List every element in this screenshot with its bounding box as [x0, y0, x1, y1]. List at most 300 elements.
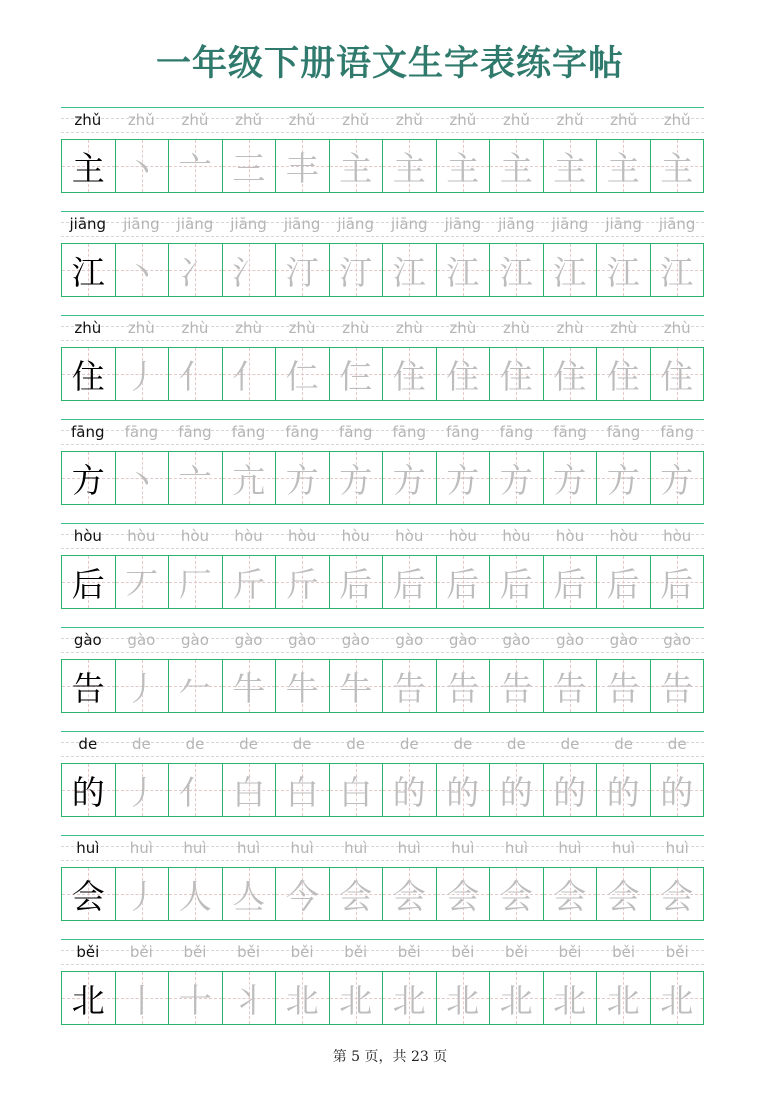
stroke-step: 江: [446, 252, 480, 292]
pinyin-trace: gào: [234, 631, 263, 649]
pinyin-trace: huì: [129, 839, 153, 857]
trace-cell: [116, 764, 170, 816]
pinyin-trace: zhǔ: [127, 111, 155, 129]
stroke-step: 后: [446, 564, 480, 604]
trace-cell: [490, 764, 544, 816]
model-character: 方: [71, 460, 105, 500]
pinyin-trace: hòu: [288, 527, 317, 545]
pinyin-trace: jiāng: [605, 215, 642, 233]
character-grid: [61, 243, 704, 297]
pinyin-guide-line: [61, 444, 704, 445]
model-character: 后: [71, 564, 105, 604]
trace-cell: [544, 764, 598, 816]
trace-cell: [544, 972, 598, 1024]
trace-cell: [223, 140, 277, 192]
trace-cell: [169, 348, 223, 400]
pinyin-trace: zhù: [449, 319, 477, 337]
stroke-step: 北: [499, 980, 533, 1020]
pinyin-trace: fāng: [660, 423, 694, 441]
trace-cell: [651, 452, 704, 504]
trace-cell: [276, 348, 330, 400]
trace-cell: [383, 660, 437, 712]
model-character-cell: [62, 764, 116, 816]
pinyin-trace: běi: [237, 943, 260, 961]
trace-cell: [383, 244, 437, 296]
pinyin-trace: hòu: [448, 527, 477, 545]
pinyin-trace: huì: [183, 839, 207, 857]
pinyin-trace: de: [239, 735, 258, 753]
stroke-step: 的: [499, 772, 533, 812]
stroke-step: 仁: [285, 356, 319, 396]
stroke-step: 仨: [339, 356, 373, 396]
trace-cell: [169, 244, 223, 296]
stroke-step: 主: [392, 148, 426, 188]
trace-cell: [169, 764, 223, 816]
stroke-step: 方: [392, 460, 426, 500]
pinyin-trace: gào: [609, 631, 638, 649]
character-row: [61, 627, 704, 715]
stroke-step: 江: [553, 252, 587, 292]
trace-cell: [490, 972, 544, 1024]
trace-cell: [437, 348, 491, 400]
stroke-step: 的: [553, 772, 587, 812]
stroke-step: 十: [178, 980, 212, 1020]
pinyin-label: fāng: [71, 423, 105, 441]
pinyin-label: de: [78, 735, 98, 753]
trace-cell: [490, 452, 544, 504]
trace-cell: [490, 348, 544, 400]
stroke-step: 三: [232, 148, 266, 188]
stroke-step: 丶: [125, 460, 159, 500]
pinyin-band: [61, 939, 704, 970]
pinyin-trace: zhǔ: [610, 111, 638, 129]
pinyin-trace: gào: [448, 631, 477, 649]
pinyin-trace: fāng: [499, 423, 534, 441]
stroke-step: 住: [392, 356, 426, 396]
trace-cell: [597, 348, 651, 400]
pinyin-trace: zhù: [288, 319, 316, 337]
pinyin-trace: zhǔ: [235, 111, 262, 129]
pinyin-trace: gào: [502, 631, 531, 649]
trace-cell: [276, 660, 330, 712]
pinyin-trace: gào: [556, 631, 584, 649]
character-grid: [61, 971, 704, 1025]
model-character: 北: [71, 980, 105, 1020]
trace-cell: [116, 556, 170, 608]
stroke-step: 江: [606, 252, 640, 292]
pinyin-trace: huì: [397, 839, 421, 857]
trace-cell: [169, 868, 223, 920]
pinyin-trace: fāng: [231, 423, 266, 441]
model-character: 的: [71, 772, 105, 812]
trace-cell: [276, 556, 330, 608]
pinyin-trace: gào: [127, 631, 156, 649]
character-row: [61, 107, 704, 195]
stroke-step: 白: [285, 772, 319, 812]
stroke-step: 北: [446, 980, 480, 1020]
trace-cell: [597, 556, 651, 608]
pinyin-trace: huì: [290, 839, 314, 857]
pinyin-trace: gào: [663, 631, 692, 649]
trace-cell: [169, 452, 223, 504]
model-character: 告: [71, 668, 105, 708]
pinyin-trace: gào: [288, 631, 317, 649]
pinyin-trace: fāng: [338, 423, 373, 441]
trace-cell: [116, 868, 170, 920]
page-footer: 第 5 页，共 23 页: [332, 1049, 448, 1065]
pinyin-trace: zhù: [610, 319, 638, 337]
pinyin-trace: huì: [236, 839, 261, 857]
stroke-step: 亼: [232, 876, 266, 916]
stroke-step: 后: [606, 564, 640, 604]
stroke-step: 方: [660, 460, 694, 500]
stroke-step: 会: [606, 876, 640, 916]
pinyin-trace: zhù: [395, 319, 423, 337]
trace-cell: [116, 348, 170, 400]
model-character-cell: [62, 660, 116, 712]
pinyin-label: zhù: [74, 319, 102, 337]
trace-cell: [437, 972, 491, 1024]
trace-cell: [651, 660, 704, 712]
character-row: [61, 211, 704, 299]
pinyin-trace: zhǔ: [449, 111, 477, 129]
model-character-cell: [62, 972, 116, 1024]
character-row: [61, 315, 704, 403]
pinyin-band: [61, 419, 704, 450]
stroke-step: 亻: [178, 356, 212, 396]
trace-cell: [276, 244, 330, 296]
character-grid: [61, 139, 704, 193]
stroke-step: 丿: [125, 668, 159, 708]
stroke-step: 白: [339, 772, 373, 812]
stroke-step: 告: [446, 668, 480, 708]
character-grid: [61, 451, 704, 505]
stroke-step: 会: [553, 876, 587, 916]
trace-cell: [651, 972, 704, 1024]
trace-cell: [116, 140, 170, 192]
model-character-cell: [62, 348, 116, 400]
pinyin-trace: hòu: [555, 527, 585, 545]
trace-cell: [383, 348, 437, 400]
trace-cell: [437, 556, 491, 608]
pinyin-trace: gào: [395, 631, 424, 649]
character-grid: [61, 347, 704, 401]
stroke-step: 亢: [232, 460, 266, 500]
stroke-step: 丶: [125, 148, 159, 188]
stroke-step: 会: [499, 876, 533, 916]
model-character-cell: [62, 244, 116, 296]
stroke-step: 主: [446, 148, 480, 188]
trace-cell: [437, 868, 491, 920]
pinyin-trace: hòu: [663, 527, 692, 545]
trace-cell: [383, 972, 437, 1024]
trace-cell: [223, 244, 277, 296]
trace-cell: [597, 764, 651, 816]
stroke-step: 主: [553, 148, 587, 188]
pinyin-trace: jiāng: [123, 215, 160, 233]
stroke-step: 主: [339, 148, 373, 188]
pinyin-trace: běi: [183, 943, 207, 961]
stroke-step: 亠: [178, 148, 212, 188]
stroke-step: 亠: [178, 460, 212, 500]
stroke-step: 白: [232, 772, 266, 812]
character-row: [61, 939, 704, 1027]
pinyin-trace: jiāng: [551, 215, 589, 233]
trace-cell: [597, 972, 651, 1024]
trace-cell: [490, 868, 544, 920]
pinyin-trace: běi: [129, 943, 153, 961]
pinyin-trace: de: [185, 735, 205, 753]
pinyin-guide-line: [61, 652, 704, 653]
trace-cell: [276, 764, 330, 816]
character-row: [61, 835, 704, 923]
pinyin-trace: jiāng: [230, 215, 267, 233]
trace-cell: [597, 868, 651, 920]
stroke-step: 丿: [125, 772, 159, 812]
character-row: [61, 523, 704, 611]
trace-cell: [490, 660, 544, 712]
pinyin-trace: zhǔ: [556, 111, 584, 129]
trace-cell: [169, 660, 223, 712]
stroke-step: 北: [606, 980, 640, 1020]
pinyin-trace: zhǔ: [342, 111, 370, 129]
stroke-step: 后: [392, 564, 426, 604]
pinyin-band: [61, 731, 704, 762]
stroke-step: 方: [553, 460, 587, 500]
pinyin-label: zhǔ: [74, 111, 102, 129]
pinyin-trace: de: [667, 735, 687, 753]
trace-cell: [544, 140, 598, 192]
trace-cell: [330, 972, 384, 1024]
stroke-step: 𠂉: [178, 668, 212, 708]
pinyin-trace: hòu: [341, 527, 370, 545]
pinyin-trace: zhù: [663, 319, 691, 337]
pinyin-trace: zhù: [342, 319, 370, 337]
pinyin-trace: běi: [451, 943, 475, 961]
pinyin-band: [61, 107, 704, 138]
stroke-step: 住: [446, 356, 480, 396]
stroke-step: 亻: [178, 772, 212, 812]
trace-cell: [437, 244, 491, 296]
stroke-step: 告: [499, 668, 533, 708]
pinyin-trace: de: [453, 735, 473, 753]
trace-cell: [544, 556, 598, 608]
stroke-step: 丆: [125, 564, 159, 604]
stroke-step: 告: [392, 668, 426, 708]
pinyin-trace: hòu: [127, 527, 156, 545]
trace-cell: [276, 140, 330, 192]
pinyin-trace: zhù: [556, 319, 584, 337]
pinyin-guide-line: [61, 236, 704, 237]
pinyin-label: gào: [73, 631, 102, 649]
model-character-cell: [62, 140, 116, 192]
character-grid: [61, 659, 704, 713]
stroke-step: 主: [660, 148, 694, 188]
trace-cell: [437, 764, 491, 816]
stroke-step: 汀: [339, 252, 373, 292]
pinyin-guide-line: [61, 756, 704, 757]
trace-cell: [383, 140, 437, 192]
stroke-step: 氵: [232, 252, 266, 292]
pinyin-trace: de: [346, 735, 366, 753]
pinyin-trace: jiāng: [337, 215, 374, 233]
trace-cell: [223, 764, 277, 816]
stroke-step: 丿: [125, 876, 159, 916]
stroke-step: 住: [499, 356, 533, 396]
stroke-step: 亻: [232, 356, 266, 396]
character-grid: [61, 867, 704, 921]
pinyin-trace: huì: [558, 839, 582, 857]
trace-cell: [223, 868, 277, 920]
stroke-step: 方: [606, 460, 640, 500]
stroke-step: 丿: [125, 356, 159, 396]
stroke-step: 住: [553, 356, 587, 396]
stroke-step: 后: [499, 564, 533, 604]
model-character-cell: [62, 452, 116, 504]
stroke-step: 的: [446, 772, 480, 812]
pinyin-label: hòu: [73, 527, 102, 545]
pinyin-trace: fāng: [178, 423, 212, 441]
stroke-step: 丰: [285, 148, 319, 188]
trace-cell: [116, 972, 170, 1024]
pinyin-trace: zhù: [502, 319, 530, 337]
trace-cell: [223, 452, 277, 504]
stroke-step: 告: [606, 668, 640, 708]
pinyin-trace: huì: [665, 839, 689, 857]
pinyin-guide-line: [61, 340, 704, 341]
pinyin-trace: jiāng: [390, 215, 428, 233]
trace-cell: [276, 452, 330, 504]
stroke-step: 的: [392, 772, 426, 812]
character-row: [61, 419, 704, 507]
trace-cell: [223, 660, 277, 712]
pinyin-trace: jiāng: [658, 215, 696, 233]
pinyin-trace: de: [560, 735, 580, 753]
trace-cell: [223, 556, 277, 608]
trace-cell: [544, 452, 598, 504]
stroke-step: 告: [553, 668, 587, 708]
pinyin-label: huì: [76, 839, 100, 857]
pinyin-trace: de: [614, 735, 633, 753]
pinyin-trace: gào: [341, 631, 370, 649]
trace-cell: [116, 452, 170, 504]
stroke-step: 牛: [339, 668, 373, 708]
pinyin-trace: de: [399, 735, 419, 753]
stroke-step: 北: [660, 980, 694, 1020]
pinyin-trace: zhǔ: [395, 111, 423, 129]
trace-cell: [597, 452, 651, 504]
trace-cell: [544, 244, 598, 296]
pinyin-trace: fāng: [606, 423, 641, 441]
pinyin-trace: jiāng: [444, 215, 482, 233]
pinyin-trace: gào: [181, 631, 209, 649]
stroke-step: 会: [660, 876, 694, 916]
character-grid: [61, 555, 704, 609]
pinyin-trace: zhù: [235, 319, 262, 337]
stroke-step: 厂: [178, 564, 212, 604]
trace-cell: [169, 140, 223, 192]
trace-cell: [330, 868, 384, 920]
stroke-step: 方: [339, 460, 373, 500]
stroke-step: 汀: [285, 252, 319, 292]
pinyin-band: [61, 211, 704, 242]
pinyin-guide-line: [61, 548, 704, 549]
stroke-step: 方: [285, 460, 319, 500]
trace-cell: [651, 556, 704, 608]
trace-cell: [383, 868, 437, 920]
stroke-step: 后: [339, 564, 373, 604]
stroke-step: 丨: [125, 980, 159, 1020]
pinyin-trace: zhù: [127, 319, 155, 337]
trace-cell: [544, 868, 598, 920]
pinyin-trace: de: [292, 735, 312, 753]
trace-cell: [437, 660, 491, 712]
model-character: 住: [71, 356, 105, 396]
pinyin-trace: hòu: [502, 527, 531, 545]
trace-cell: [490, 140, 544, 192]
stroke-step: 江: [660, 252, 694, 292]
pinyin-trace: hòu: [395, 527, 424, 545]
stroke-step: 牛: [285, 668, 319, 708]
stroke-step: 江: [499, 252, 533, 292]
trace-cell: [330, 764, 384, 816]
trace-cell: [330, 660, 384, 712]
pinyin-trace: běi: [504, 943, 528, 961]
pinyin-trace: huì: [612, 839, 636, 857]
pinyin-trace: běi: [344, 943, 368, 961]
trace-cell: [330, 556, 384, 608]
trace-cell: [597, 244, 651, 296]
trace-cell: [490, 244, 544, 296]
model-character: 江: [71, 252, 105, 292]
stroke-step: 方: [499, 460, 533, 500]
trace-cell: [490, 556, 544, 608]
stroke-step: 主: [606, 148, 640, 188]
stroke-step: 住: [606, 356, 640, 396]
pinyin-trace: jiāng: [283, 215, 321, 233]
character-grid: [61, 763, 704, 817]
pinyin-trace: huì: [504, 839, 529, 857]
pinyin-trace: hòu: [609, 527, 638, 545]
trace-cell: [223, 972, 277, 1024]
trace-cell: [330, 348, 384, 400]
stroke-step: 斤: [232, 564, 266, 604]
pinyin-trace: běi: [290, 943, 314, 961]
trace-cell: [651, 140, 704, 192]
trace-cell: [330, 140, 384, 192]
trace-cell: [437, 140, 491, 192]
stroke-step: 丬: [232, 980, 266, 1020]
pinyin-trace: de: [507, 735, 526, 753]
pinyin-trace: fāng: [446, 423, 480, 441]
stroke-step: 今: [285, 876, 319, 916]
stroke-step: 北: [392, 980, 426, 1020]
model-character-cell: [62, 556, 116, 608]
trace-cell: [651, 868, 704, 920]
trace-cell: [651, 244, 704, 296]
stroke-step: 告: [660, 668, 694, 708]
pinyin-trace: huì: [344, 839, 368, 857]
pinyin-guide-line: [61, 132, 704, 133]
pinyin-trace: hòu: [234, 527, 263, 545]
trace-cell: [383, 556, 437, 608]
pinyin-trace: zhǔ: [181, 111, 209, 129]
pinyin-trace: hòu: [180, 527, 210, 545]
trace-cell: [383, 764, 437, 816]
stroke-step: 北: [553, 980, 587, 1020]
pinyin-trace: běi: [665, 943, 689, 961]
pinyin-guide-line: [61, 860, 704, 861]
